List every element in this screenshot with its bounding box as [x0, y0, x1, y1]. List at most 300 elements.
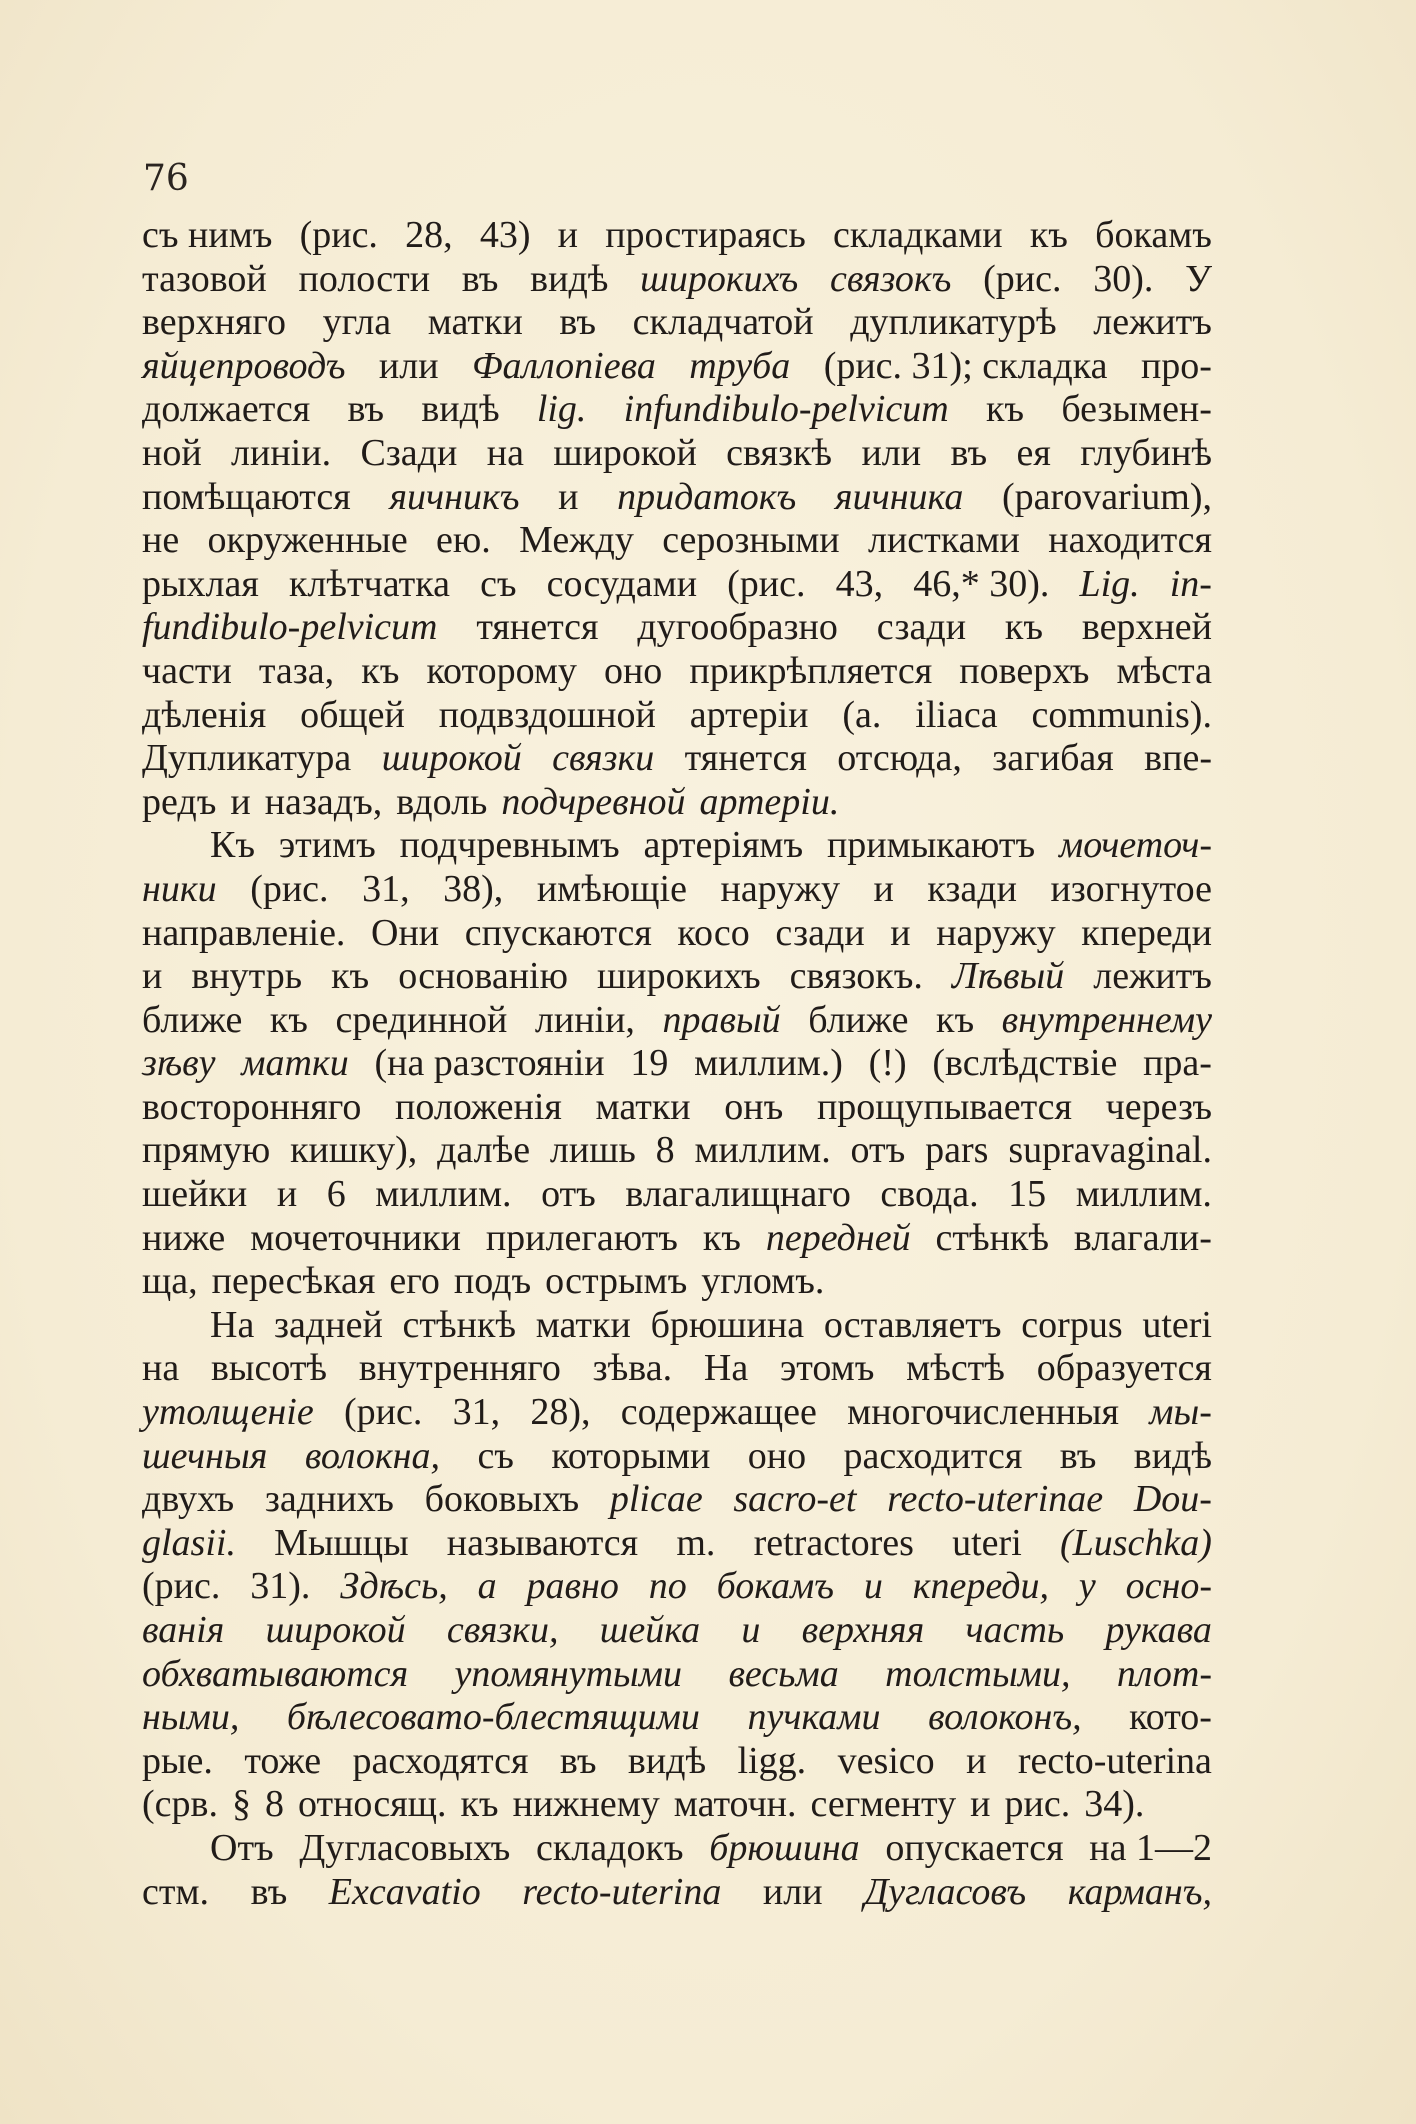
text-line	[142, 824, 1212, 868]
text-word: рые.	[142, 1739, 213, 1782]
text-word: подъ	[453, 1260, 532, 1303]
text-word: артеріямъ	[643, 824, 804, 867]
text-word: 46,* 30).	[913, 562, 1050, 605]
text-word: брюшина	[650, 1303, 805, 1346]
text-word: рис.	[1004, 1783, 1071, 1826]
text-word: къ	[985, 388, 1025, 431]
text-word: дупликатурѣ	[850, 301, 1057, 344]
text-word: infundibulo-pelvicum	[623, 388, 949, 431]
text-word: подчревной	[501, 780, 686, 823]
text-word: миллим.)	[694, 1042, 843, 1085]
text-line	[142, 868, 1212, 912]
text-word: подчревнымъ	[399, 824, 620, 867]
page-number: 76	[143, 158, 189, 199]
text-word: этимъ	[278, 824, 376, 867]
text-word: верхняго	[142, 301, 287, 344]
text-line	[142, 1435, 1212, 1479]
text-word: съ	[477, 1434, 514, 1477]
text-word: plicae	[609, 1478, 703, 1521]
text-word: у	[1078, 1565, 1096, 1608]
text-word: Фаллопіева	[472, 344, 656, 387]
text-line	[142, 999, 1212, 1043]
text-word: Между	[519, 519, 634, 562]
text-word: pars	[925, 1129, 989, 1172]
text-line	[142, 345, 1212, 389]
text-word: часть	[965, 1609, 1065, 1651]
text-word: плот-	[1116, 1652, 1212, 1695]
text-word: ными,	[142, 1696, 240, 1739]
text-line	[142, 476, 1212, 520]
text-word: спускаются	[464, 911, 652, 954]
text-word: матки	[595, 1085, 691, 1128]
text-word: въ	[1059, 1434, 1097, 1477]
text-word: миллим.	[694, 1129, 831, 1172]
text-word: (!)	[868, 1042, 907, 1085]
text-word: (parovarium),	[1002, 475, 1212, 518]
text-word: 8	[264, 1783, 284, 1826]
text-word: въ	[347, 388, 385, 431]
text-word: по	[648, 1565, 687, 1608]
text-word: recto-uterinae	[887, 1478, 1104, 1521]
text-line	[142, 1871, 1212, 1915]
text-word: на	[486, 431, 524, 474]
text-word: стѣнкѣ	[402, 1303, 517, 1346]
text-word: двухъ	[142, 1478, 235, 1521]
text-word: На	[210, 1303, 255, 1346]
text-word: таза,	[258, 649, 335, 692]
text-word: въ	[559, 1739, 597, 1782]
text-line	[142, 1783, 1212, 1827]
text-word: ближе	[808, 998, 909, 1041]
text-word: 19	[630, 1042, 669, 1085]
text-word: влагалищнаго	[625, 1173, 851, 1216]
text-word: внутренняго	[358, 1347, 561, 1390]
text-word: и	[863, 1565, 883, 1608]
text-word: расходится	[843, 1434, 1023, 1477]
text-word: содержащее	[620, 1391, 817, 1434]
text-word: §	[231, 1783, 251, 1826]
text-word: тянется	[476, 606, 599, 649]
text-word: (на разстояніи	[374, 1042, 605, 1085]
text-word: упомянутыми	[454, 1652, 683, 1695]
text-word: складками	[833, 214, 1003, 256]
text-word: 31,	[452, 1391, 501, 1434]
text-line	[142, 214, 1212, 258]
text-word: придатокъ	[617, 475, 797, 518]
text-word: corpus	[1021, 1303, 1123, 1346]
text-line	[142, 781, 1212, 825]
text-word: сегменту	[810, 1783, 957, 1826]
text-word: сзади	[876, 606, 967, 649]
text-word: бокамъ	[716, 1565, 834, 1608]
text-word: находится	[1048, 519, 1212, 562]
text-word: glasii.	[142, 1521, 236, 1564]
text-word: части	[142, 649, 232, 692]
text-word: угла	[322, 301, 392, 344]
text-word: тазовой	[142, 257, 267, 300]
text-line	[142, 737, 1212, 781]
text-word: прямую	[142, 1129, 271, 1172]
text-word: связки,	[446, 1609, 559, 1651]
text-word: m.	[676, 1521, 716, 1564]
text-word: артеріи.	[699, 780, 840, 823]
text-word: recto-uterina	[522, 1870, 722, 1913]
text-word: видѣ	[627, 1739, 707, 1782]
text-word: глубинѣ	[1080, 431, 1212, 474]
text-word: мочеточники	[250, 1216, 461, 1259]
text-word: поверхъ	[959, 649, 1090, 692]
text-line	[142, 1129, 1212, 1173]
text-word: iliaca	[915, 693, 998, 736]
text-word: и	[142, 955, 163, 998]
text-word: яичникъ	[389, 475, 520, 518]
text-word: срединной	[335, 998, 508, 1041]
text-word: подвздошной	[438, 693, 656, 736]
text-word: матки	[427, 301, 523, 344]
text-word: прикрѣпляется	[689, 649, 933, 692]
text-word: связокъ.	[789, 955, 923, 998]
text-word: передней	[765, 1216, 911, 1259]
text-word: равно	[526, 1565, 619, 1608]
text-word: 28),	[530, 1391, 591, 1434]
text-word: листками	[867, 519, 1020, 562]
text-word: прощупывается	[816, 1085, 1072, 1128]
text-word: съ	[480, 562, 517, 605]
text-word: артеріи	[689, 693, 809, 736]
text-line	[142, 563, 1212, 607]
text-word: миллим.	[1075, 1173, 1212, 1216]
text-word: ligg.	[737, 1739, 807, 1782]
text-word: верхняя	[801, 1609, 925, 1651]
text-word: У	[1185, 257, 1212, 300]
text-word: карманъ,	[1067, 1870, 1212, 1913]
text-word: назадъ,	[264, 780, 383, 823]
text-word: vesico	[837, 1739, 935, 1782]
text-word: бокамъ	[1095, 214, 1212, 256]
text-word: которому	[426, 649, 577, 692]
text-word: ниже	[142, 1216, 226, 1259]
text-word: мѣстѣ	[906, 1347, 1005, 1390]
text-word: Лѣвый	[951, 955, 1065, 998]
text-word: весьма	[728, 1652, 839, 1695]
text-word: пра-	[1143, 1042, 1212, 1085]
text-word: на 1—2	[1089, 1826, 1212, 1869]
text-word: широкихъ	[597, 955, 761, 998]
text-word: (рис.	[299, 214, 378, 256]
text-word: къ	[460, 1783, 499, 1826]
text-word: восторонняго	[142, 1085, 362, 1128]
text-word: отъ	[850, 1129, 906, 1172]
text-word: Къ	[210, 824, 255, 867]
text-word: складчатой	[632, 301, 814, 344]
text-word: широкой	[381, 737, 522, 780]
text-word: и	[741, 1609, 761, 1651]
text-word: угломъ.	[701, 1260, 825, 1303]
text-word: ники	[142, 867, 217, 910]
text-word: sacro-et	[733, 1478, 857, 1521]
text-word: Отъ	[210, 1826, 274, 1869]
text-word: и	[873, 867, 894, 910]
text-word: онъ	[724, 1085, 784, 1128]
text-word: оно	[747, 1434, 807, 1477]
text-word: 43)	[479, 214, 531, 256]
text-line	[142, 955, 1212, 999]
text-line	[142, 650, 1212, 694]
text-word: яичника	[834, 475, 964, 518]
text-word: наружу	[720, 867, 840, 910]
text-line	[142, 1827, 1212, 1871]
text-word: uteri	[1142, 1303, 1212, 1346]
text-word: косо	[677, 911, 750, 954]
text-word: далѣе	[437, 1129, 531, 1172]
text-word: изогнутое	[1050, 867, 1212, 910]
text-word: кпереди,	[912, 1565, 1050, 1608]
text-word: нижнему	[512, 1783, 660, 1826]
text-word: вдоль	[396, 780, 488, 823]
text-word: lig.	[536, 388, 587, 431]
text-word: высотѣ	[210, 1347, 328, 1390]
text-line	[142, 519, 1212, 563]
text-word: прилегаютъ	[485, 1216, 678, 1259]
text-word: 38),	[443, 867, 504, 910]
text-word: связки	[552, 737, 655, 780]
text-word: къ	[936, 998, 975, 1041]
text-word: зѣва.	[592, 1347, 673, 1390]
text-word: 8	[655, 1129, 675, 1172]
text-line	[142, 1042, 1212, 1086]
text-word: связкѣ	[726, 431, 833, 474]
text-word: Дугласовъ	[864, 1870, 1027, 1913]
text-word: линіи,	[534, 998, 635, 1041]
text-word: а	[477, 1565, 497, 1608]
text-word: видѣ	[1133, 1434, 1212, 1477]
text-word: острымъ	[545, 1260, 688, 1303]
text-word: положенія	[395, 1085, 562, 1128]
text-line	[142, 1609, 1212, 1653]
text-word: лишь	[549, 1129, 636, 1172]
text-word: Мышцы	[274, 1521, 409, 1564]
text-word: верхней	[1081, 606, 1212, 649]
text-line	[142, 1653, 1212, 1697]
text-word: мы-	[1149, 1391, 1212, 1434]
text-word: матки	[535, 1303, 631, 1346]
text-word: къ	[702, 1216, 741, 1259]
text-line	[142, 1478, 1212, 1522]
text-word: видѣ	[421, 388, 500, 431]
text-word: кзади	[927, 867, 1017, 910]
text-word: или	[861, 431, 922, 474]
text-word: простираясь	[605, 214, 806, 256]
text-word: имѣющіе	[536, 867, 687, 910]
text-word: ея	[1016, 431, 1051, 474]
text-word: communis).	[1031, 693, 1212, 736]
text-word: (рис.	[142, 1565, 221, 1608]
text-word: и	[890, 911, 911, 954]
text-word: ванія	[142, 1609, 225, 1651]
text-word: про-	[1140, 344, 1212, 387]
text-word: наружу	[936, 911, 1056, 954]
text-word: помѣщаются	[142, 475, 351, 518]
text-word: къ	[331, 955, 370, 998]
text-word: 15	[1008, 1173, 1047, 1216]
text-line	[142, 301, 1212, 345]
text-word: 43,	[835, 562, 884, 605]
text-word: клѣтчатка	[288, 562, 450, 605]
text-word: дѣленія	[142, 693, 267, 736]
text-word: зѣву	[142, 1042, 216, 1085]
text-word: внутреннему	[1001, 998, 1212, 1041]
text-word: называются	[446, 1521, 639, 1564]
text-word: окруженные	[207, 519, 408, 562]
text-word: линіи.	[231, 431, 332, 474]
text-word: fundibulo-pelvicum	[142, 606, 438, 649]
text-word: широкой	[265, 1609, 406, 1651]
text-line	[142, 1740, 1212, 1784]
text-word: серозными	[662, 519, 840, 562]
text-word: этомъ	[779, 1347, 875, 1390]
text-word: 28,	[405, 214, 453, 256]
text-word: относящ.	[297, 1783, 447, 1826]
text-line	[142, 1696, 1212, 1740]
text-word: яйцепроводъ	[142, 344, 346, 387]
text-word: ею.	[436, 519, 491, 562]
text-word: recto-uterina	[1017, 1739, 1212, 1782]
text-word: брюшина	[709, 1826, 860, 1869]
text-line	[142, 1522, 1212, 1566]
text-word: Здѣсь,	[340, 1565, 448, 1608]
text-word: (a.	[842, 693, 882, 736]
text-word: кото-	[1129, 1696, 1212, 1739]
text-word: и	[966, 1739, 987, 1782]
text-word: должается	[142, 388, 311, 431]
text-line	[142, 694, 1212, 738]
text-word: (вслѣдствіе	[932, 1042, 1118, 1085]
text-word: редъ	[142, 780, 217, 823]
text-word: Dou-	[1133, 1478, 1212, 1521]
text-word: пересѣкая	[211, 1260, 376, 1303]
text-word: не	[142, 519, 180, 562]
text-word: полости	[298, 257, 431, 300]
text-word: Сзади	[360, 431, 458, 474]
text-word: влагали-	[1073, 1216, 1212, 1259]
text-word: оно	[603, 649, 663, 692]
text-word: волоконъ,	[928, 1696, 1082, 1739]
text-word: сосудами	[546, 562, 698, 605]
text-word: рукава	[1105, 1609, 1212, 1651]
text-word: Они	[371, 911, 440, 954]
text-word: въ	[461, 257, 499, 300]
text-word: складокъ	[535, 1826, 684, 1869]
text-word: 34).	[1084, 1783, 1145, 1826]
text-word: въ	[250, 1870, 288, 1913]
text-line	[142, 432, 1212, 476]
text-word: общей	[300, 693, 405, 736]
text-word: задней	[274, 1303, 383, 1346]
text-word: заднихъ	[264, 1478, 394, 1521]
text-word: примыкаютъ	[826, 824, 1036, 867]
text-word: пучками	[747, 1696, 881, 1739]
text-word: стм.	[142, 1870, 210, 1913]
text-line	[142, 1260, 1212, 1304]
text-word: образуется	[1036, 1347, 1212, 1390]
text-word: внутрь	[191, 955, 303, 998]
text-word: in-	[1169, 562, 1212, 605]
text-word: и	[557, 214, 578, 256]
text-line	[142, 388, 1212, 432]
text-word: расходятся	[352, 1739, 529, 1782]
text-word: сзади	[775, 911, 865, 954]
text-word: дугообразно	[637, 606, 838, 649]
text-line	[142, 1217, 1212, 1261]
text-word: осно-	[1125, 1565, 1212, 1608]
text-word: (рис.	[343, 1391, 423, 1434]
text-word: труба	[689, 344, 791, 387]
text-word: его	[389, 1260, 440, 1303]
text-word: связокъ	[830, 257, 952, 300]
text-word: (Luschka)	[1059, 1521, 1212, 1564]
text-line	[142, 1304, 1212, 1348]
text-word: На	[703, 1347, 749, 1390]
text-line	[142, 258, 1212, 302]
text-word: и	[558, 475, 579, 518]
text-word: мочеточ-	[1058, 824, 1212, 867]
text-line	[142, 1347, 1212, 1391]
text-word: и	[230, 780, 251, 823]
text-word: Excavatio	[328, 1870, 481, 1913]
text-word: видѣ	[530, 257, 609, 300]
text-word: шейки	[142, 1173, 248, 1216]
text-word: къ	[361, 649, 400, 692]
text-word: 31).	[250, 1565, 311, 1608]
text-word: стѣнкѣ	[935, 1216, 1050, 1259]
text-word: отъ	[541, 1173, 596, 1216]
text-line	[142, 1391, 1212, 1435]
text-word: къ	[1029, 214, 1068, 256]
text-word: шейка	[599, 1609, 701, 1651]
text-word: къ	[1004, 606, 1044, 649]
text-word: къ	[269, 998, 308, 1041]
text-word: кпереди	[1081, 911, 1212, 954]
text-word: въ	[950, 431, 988, 474]
text-word: или	[762, 1870, 823, 1913]
text-word: основанію	[398, 955, 568, 998]
text-word: лежитъ	[1093, 955, 1212, 998]
text-word: маточн.	[673, 1783, 797, 1826]
text-line	[142, 912, 1212, 956]
text-line	[142, 1086, 1212, 1130]
text-word: отсюда,	[837, 737, 962, 780]
text-word: широкихъ	[640, 257, 799, 300]
text-word: Lig.	[1079, 562, 1140, 605]
text-word: (рис.	[727, 562, 806, 605]
text-word: многочисленныя	[847, 1391, 1120, 1434]
text-word: мѣста	[1116, 649, 1212, 692]
text-word: широкой	[553, 431, 697, 474]
text-word: матки	[241, 1042, 349, 1085]
text-word: въ	[559, 301, 597, 344]
text-word: Дупликатура	[142, 737, 352, 780]
text-word: бѣлесовато-блестящими	[286, 1696, 700, 1739]
text-word: утолщеніе	[142, 1391, 314, 1434]
text-word: тянется	[684, 737, 807, 780]
text-word: опускается	[885, 1826, 1064, 1869]
text-word: оставляетъ	[823, 1303, 1002, 1346]
text-word: 30).	[1093, 257, 1154, 300]
text-word: (рис.	[250, 867, 329, 910]
text-line	[142, 1173, 1212, 1217]
text-word: боковыхъ	[424, 1478, 580, 1521]
text-word: черезъ	[1105, 1085, 1212, 1128]
